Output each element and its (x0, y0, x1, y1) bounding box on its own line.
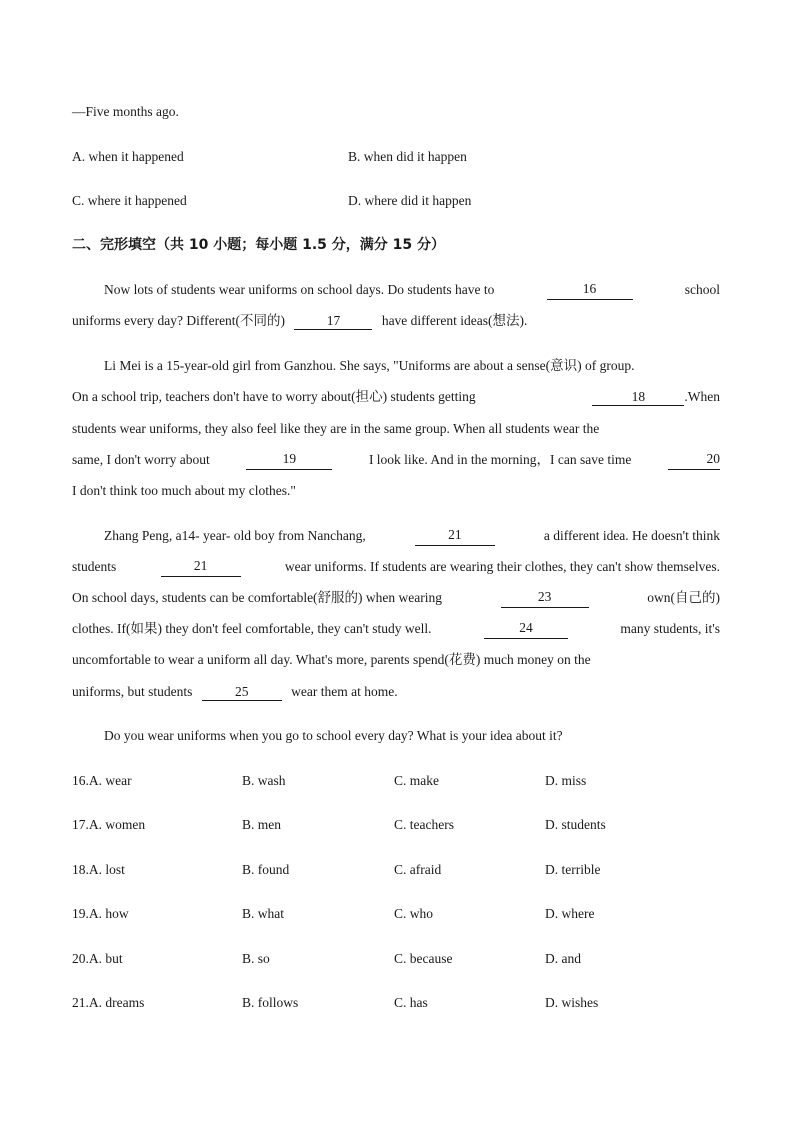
text: Now lots of students wear uniforms on school days. Do students have to (104, 282, 495, 297)
option-b: B. found (242, 862, 290, 877)
option-c: C. afraid (394, 862, 442, 877)
option-c: C. make (394, 773, 439, 788)
text: On a school trip, teachers don't have to worry about(担心) students getting (72, 389, 476, 404)
blank-17: 17 (294, 312, 372, 330)
text: wear them at home. (291, 684, 398, 699)
text: students (72, 559, 117, 574)
option-c: C. who (394, 906, 434, 921)
passage-p2-line2 (72, 387, 720, 407)
passage-p2-line1: Li Mei is a 15-year-old girl from Ganzhou. She says, "Uniforms are about a sense(意识) of group. (104, 358, 635, 373)
text: have different ideas(想法). (381, 313, 528, 328)
passage-p3-line5: uncomfortable to wear a uniform all day. What's more, parents spend(花费) much money on the (72, 652, 591, 667)
option-c: C. teachers (394, 817, 454, 832)
option-a: 21.A. dreams (72, 995, 145, 1010)
option-b: B. men (242, 817, 281, 832)
q15-answer-line: —Five months ago. (72, 104, 179, 119)
text: I look like. And in the morning，I can save time (368, 452, 632, 467)
option-a: 19.A. how (72, 906, 129, 921)
option-d: D. miss (545, 773, 587, 788)
passage-p1-line1 (72, 280, 720, 300)
blank-21a: 21 (415, 526, 495, 546)
blank-23: 23 (501, 588, 589, 608)
option-d: D. wishes (545, 995, 599, 1010)
text: wear uniforms. If students are wearing their clothes, they can't show themselves. (284, 559, 720, 574)
passage-p3-line2 (72, 557, 720, 577)
text: .When (684, 389, 720, 404)
option-d: D. and (545, 951, 581, 966)
blank-19: 19 (246, 450, 332, 470)
text: school (684, 282, 720, 297)
text: clothes. If(如果) they don't feel comfortable, they can't study well. (72, 621, 432, 636)
blank-24: 24 (484, 619, 568, 639)
passage-p1-line2 (72, 311, 720, 331)
text: Zhang Peng, a14- year- old boy from Nanchang, (104, 528, 366, 543)
passage-p4-line1: Do you wear uniforms when you go to school every day? What is your idea about it? (104, 728, 563, 743)
option-a: 20.A. but (72, 951, 123, 966)
text: a different idea. He doesn't think (543, 528, 720, 543)
blank-21b: 21 (161, 557, 241, 577)
option-a: 16.A. wear (72, 773, 132, 788)
passage-p2-line4 (72, 450, 720, 470)
option-d: D. terrible (545, 862, 601, 877)
text: On school days, students can be comfortable(舒服的) when wearing (72, 590, 443, 605)
passage-p2-line3: students wear uniforms, they also feel like they are in the same group. When all students wear the (72, 421, 600, 436)
option-c: C. has (394, 995, 428, 1010)
text: same, I don't worry about (72, 452, 210, 467)
blank-25: 25 (202, 683, 282, 701)
option-d: D. students (545, 817, 606, 832)
option-b: B. wash (242, 773, 286, 788)
blank-20: 20 (668, 450, 720, 470)
text: uniforms every day? Different(不同的) (72, 313, 286, 328)
q15-option-a: A. when it happened (72, 149, 184, 164)
option-d: D. where (545, 906, 595, 921)
option-b: B. follows (242, 995, 299, 1010)
option-c: C. because (394, 951, 453, 966)
option-b: B. so (242, 951, 270, 966)
blank-16: 16 (547, 280, 633, 300)
passage-p3-line1 (72, 526, 720, 546)
text: many students, it's (620, 621, 720, 636)
option-b: B. what (242, 906, 284, 921)
passage-p3-line4 (72, 619, 720, 639)
passage-p3-line6 (72, 682, 720, 702)
q15-option-b: B. when did it happen (348, 149, 467, 164)
q15-option-c: C. where it happened (72, 193, 187, 208)
passage-p2-line5: I don't think too much about my clothes." (72, 483, 296, 498)
q15-option-d: D. where did it happen (348, 193, 472, 208)
blank-18: 18 (592, 388, 684, 406)
section-heading: 二、完形填空（共 10 小题；每小题 1.5 分，满分 15 分） (72, 237, 446, 253)
text: own(自己的) (647, 590, 720, 605)
passage-p3-line3 (72, 588, 720, 608)
option-a: 17.A. women (72, 817, 146, 832)
option-a: 18.A. lost (72, 862, 125, 877)
text: uniforms, but students (72, 684, 193, 699)
